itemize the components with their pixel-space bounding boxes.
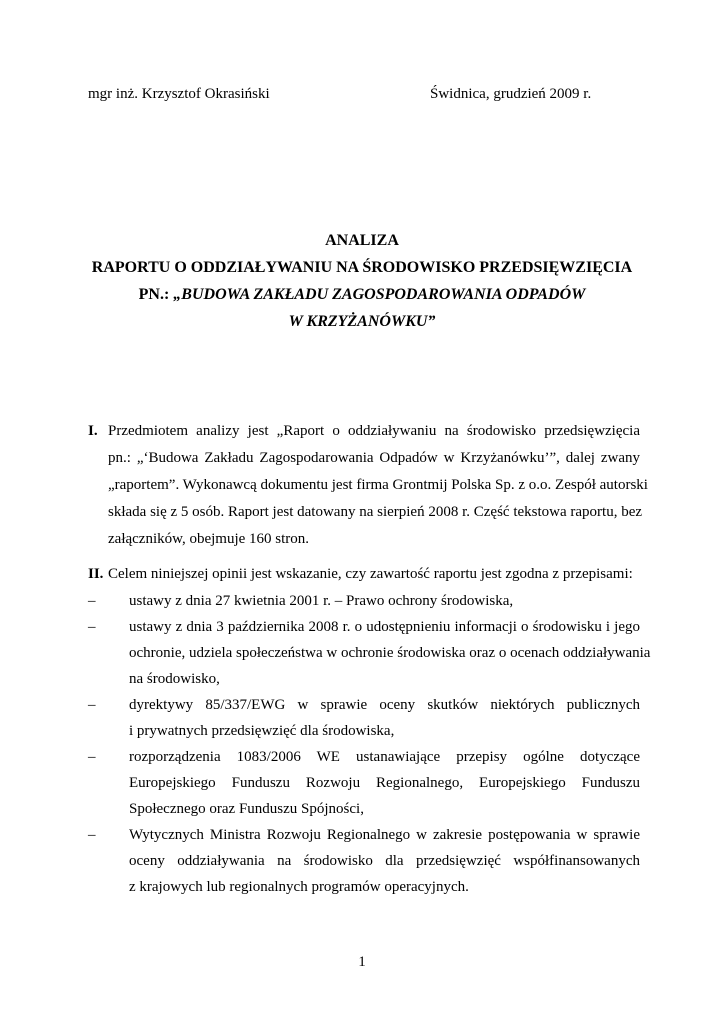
list-item-line: ustawy z dnia 27 kwietnia 2001 r. – Prawo ochrony środowiska, — [129, 593, 514, 609]
section-1-paragraph — [108, 418, 648, 553]
list-item-line: Europejskiego Funduszu Rozwoju Regionalnego, Europejskiego Funduszu — [129, 775, 640, 791]
section-number: II. — [88, 566, 104, 582]
list-item-line: oceny oddziaływania na środowisko dla przedsięwzięć współfinansowanych — [129, 853, 640, 869]
list-item-line: ochronie, udziela społeczeństwa w ochronie środowiska oraz o ocenach oddziaływania — [129, 645, 651, 661]
dash-bullet: – — [88, 827, 96, 843]
regulations-list — [88, 588, 651, 900]
list-item-line: ustawy z dnia 3 października 2008 r. o udostępnieniu informacji o środowisku i jego — [129, 619, 640, 635]
page-number: 1 — [358, 954, 366, 970]
list-item-line: z krajowych lub regionalnych programów operacyjnych. — [129, 879, 469, 895]
paragraph-line: pn.: „‘Budowa Zakładu Zagospodarowania Odpadów w Krzyżanówku’”, dalej zwany — [108, 450, 640, 466]
dash-bullet: – — [88, 749, 96, 765]
title-prefix: PN.: — [138, 286, 174, 303]
list-item — [88, 614, 651, 692]
list-item-line: Społecznego oraz Funduszu Spójności, — [129, 801, 364, 817]
paragraph-line: składa się z 5 osób. Raport jest datowany na sierpień 2008 r. Część tekstowa raportu, bez — [108, 504, 643, 520]
title-line-1: ANALIZA — [325, 232, 399, 249]
list-item — [88, 744, 640, 822]
list-item-line: dyrektywy 85/337/EWG w sprawie oceny skutków niektórych publicznych — [129, 697, 640, 713]
title-line-4: W KRZYŻANÓWKU” — [288, 313, 436, 330]
paragraph-line: Celem niniejszej opinii jest wskazanie, czy zawartość raportu jest zgodna z przepisami: — [108, 566, 633, 582]
title-line-2: RAPORTU O ODDZIAŁYWANIU NA ŚRODOWISKO PRZEDSIĘWZIĘCIA — [91, 259, 633, 276]
list-item-line: i prywatnych przedsięwzięć dla środowiska, — [129, 723, 395, 739]
paragraph-line: Przedmiotem analizy jest „Raport o oddziaływaniu na środowisko przedsięwzięcia — [108, 423, 640, 439]
paragraph-line: „raportem”. Wykonawcą dokumentu jest firma Grontmij Polska Sp. z o.o. Zespół autorski — [108, 477, 648, 493]
document-title — [60, 227, 664, 335]
title-line-3 — [60, 281, 664, 308]
list-item — [88, 588, 640, 614]
dash-bullet: – — [88, 619, 96, 635]
list-item-line: na środowisko, — [129, 671, 220, 687]
section-2-intro — [88, 561, 640, 588]
list-item — [88, 692, 640, 744]
list-item — [88, 822, 640, 900]
list-item-line: Wytycznych Ministra Rozwoju Regionalnego w zakresie postępowania w sprawie — [129, 827, 640, 843]
author-name: mgr inż. Krzysztof Okrasiński — [88, 86, 270, 102]
paragraph-line: załączników, obejmuje 160 stron. — [108, 531, 310, 547]
section-number: I. — [88, 423, 98, 439]
list-item-line: rozporządzenia 1083/2006 WE ustanawiające przepisy ogólne dotyczące — [129, 749, 640, 765]
dash-bullet: – — [88, 593, 96, 609]
place-date: Świdnica, grudzień 2009 r. — [430, 86, 592, 102]
dash-bullet: – — [88, 697, 96, 713]
title-project-name: „BUDOWA ZAKŁADU ZAGOSPODAROWANIA ODPADÓW — [173, 286, 586, 303]
section-1 — [88, 418, 648, 553]
